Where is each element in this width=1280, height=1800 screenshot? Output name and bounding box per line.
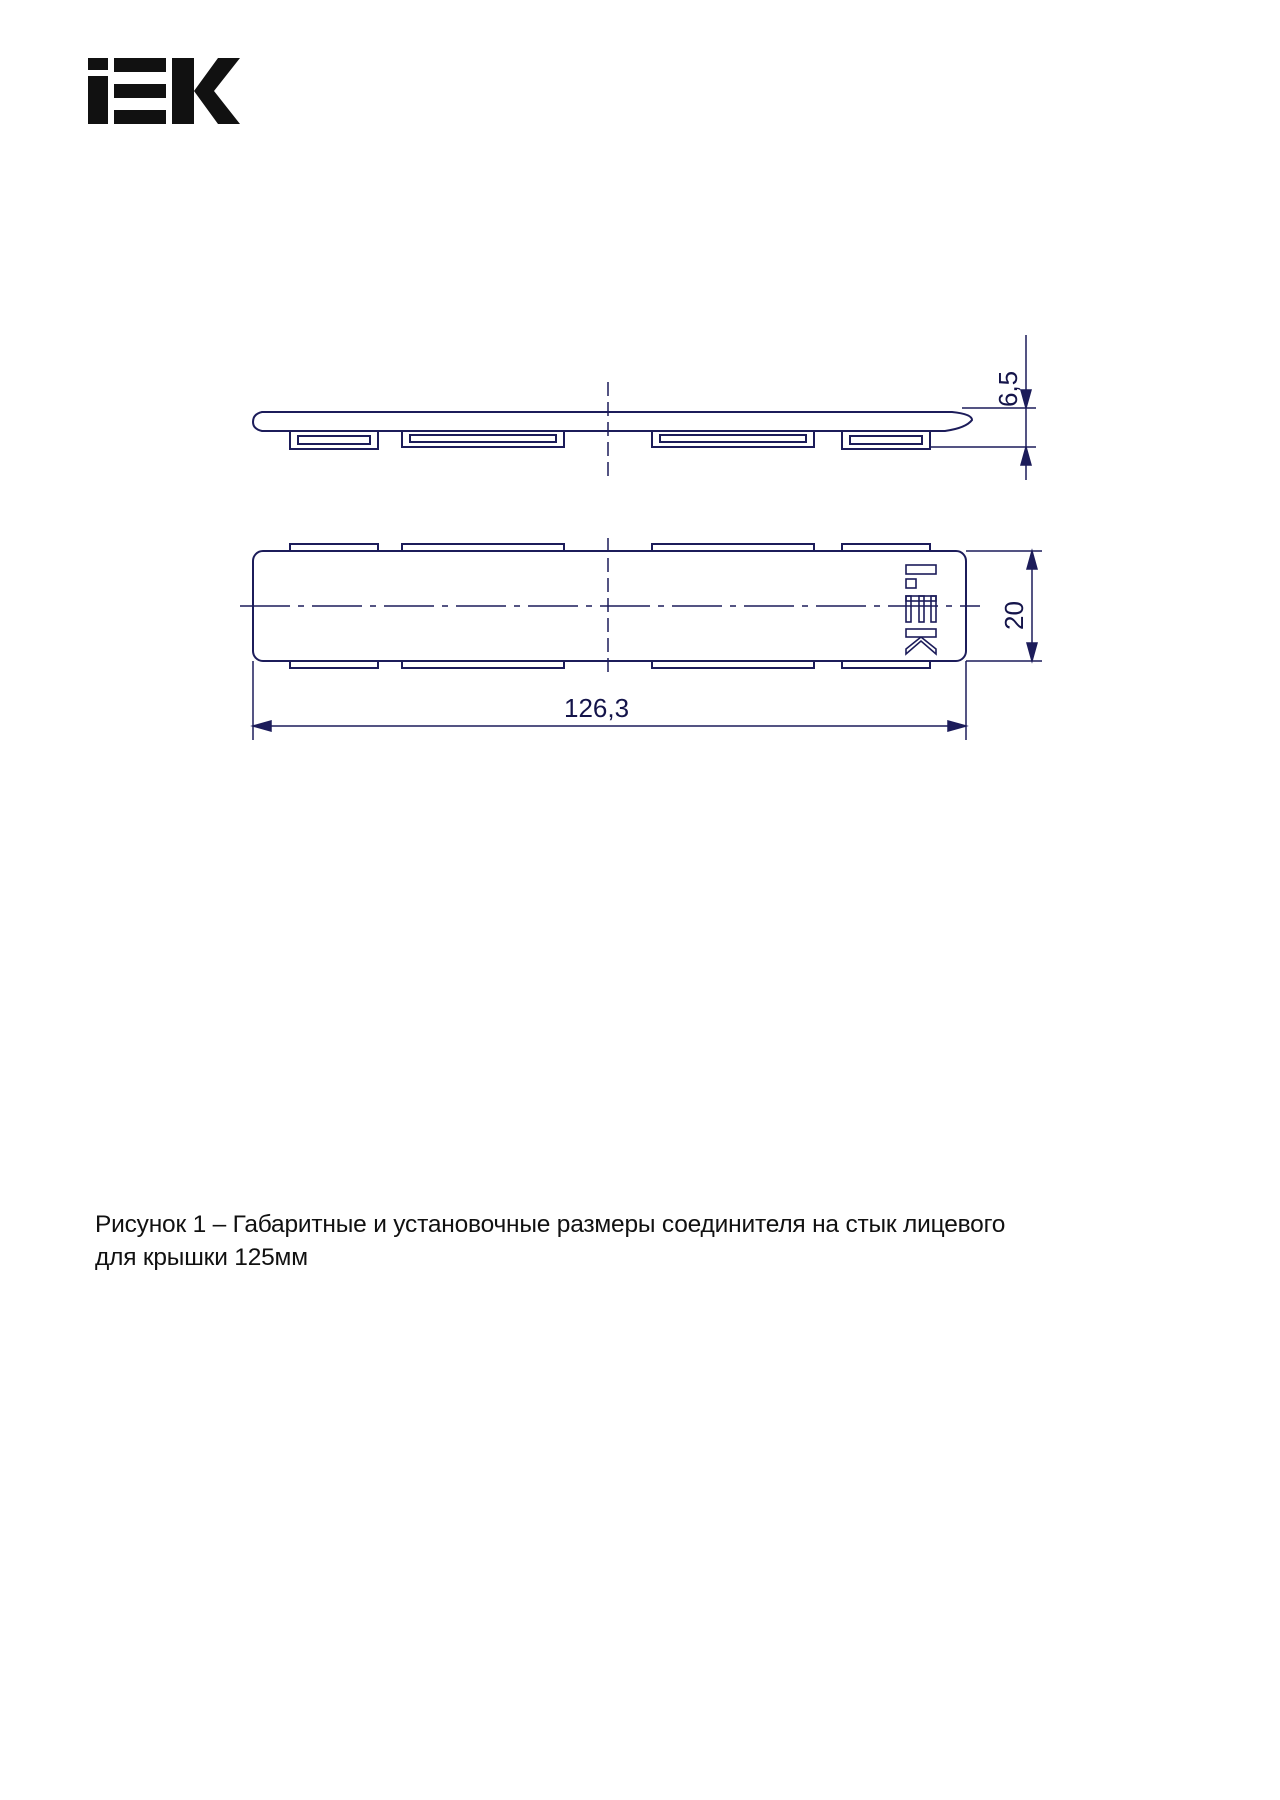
- embossed-logo-icon: [906, 565, 936, 654]
- caption-line-1: Рисунок 1 – Габаритные и установочные размеры соединителя на стык лицевого: [95, 1211, 1006, 1238]
- side-view: [253, 335, 1036, 480]
- figure-caption: [95, 1208, 1095, 1274]
- top-view: [240, 538, 1042, 740]
- caption-line-2: для крышки 125мм: [95, 1244, 308, 1271]
- thickness-dimension-label: 6,5: [993, 370, 1023, 407]
- side-view-clips: [290, 431, 930, 449]
- width-dimension-label: 20: [999, 601, 1029, 630]
- length-dimension-label: 126,3: [564, 693, 630, 723]
- side-view-plate: [253, 412, 972, 431]
